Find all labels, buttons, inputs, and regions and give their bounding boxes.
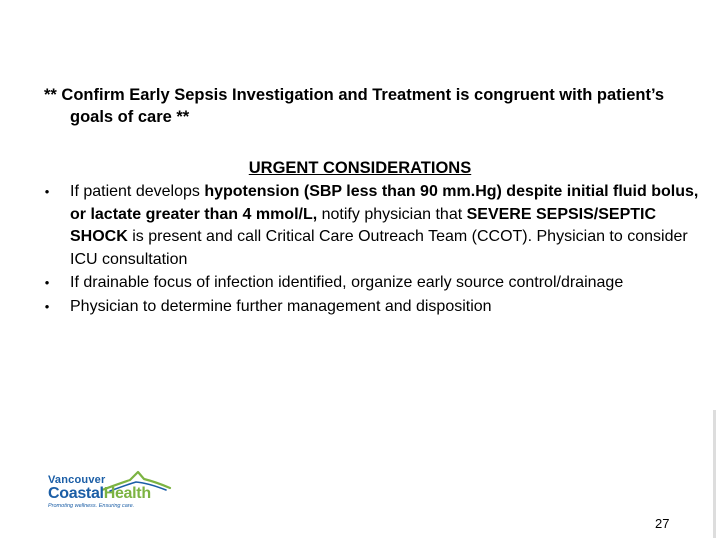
list-item	[40, 181, 700, 271]
logo-text	[48, 474, 151, 510]
bullet-text-part: notify physician that	[317, 205, 467, 223]
page-number: 27	[655, 516, 670, 531]
logo-health: Health	[103, 485, 151, 502]
heading-text: URGENT CONSIDERATIONS	[248, 159, 472, 177]
bullet-icon: •	[44, 275, 50, 290]
urgent-considerations-heading	[0, 157, 720, 179]
considerations-list	[40, 181, 700, 319]
bullet-bold-part: hypotension (SBP less than 90 mm.Hg) despite initial fluid bolus, or lactate greater than 4 mmol/L,	[70, 183, 699, 223]
bullet-text: Physician to determine further management and disposition	[70, 297, 492, 315]
list-item	[40, 272, 700, 295]
list-item	[40, 296, 700, 319]
bullet-text-part: If patient develops	[70, 183, 205, 200]
logo-coastal: Coastal	[48, 485, 104, 502]
bullet-text	[70, 183, 698, 268]
divider	[713, 410, 716, 538]
goals-of-care-note: ** Confirm Early Sepsis Investigation and Treatment is congruent with patient’s goals of care **	[44, 86, 665, 126]
logo-vancouver: Vancouver	[48, 474, 106, 486]
bullet-text: If drainable focus of infection identified, organize early source control/drainage	[70, 274, 624, 291]
vancouver-coastal-health-logo	[44, 470, 174, 516]
logo-tagline: Promoting wellness. Ensuring care.	[48, 503, 135, 509]
bullet-bold-part: SEVERE SEPSIS/SEPTIC SHOCK	[70, 205, 657, 245]
bullet-icon: •	[44, 184, 50, 199]
bullet-text-part: is present and call Critical Care Outreach Team (CCOT). Physician to consider ICU consultation	[70, 228, 688, 268]
logo-coastal-health	[48, 486, 151, 502]
bullet-icon: •	[44, 298, 50, 314]
